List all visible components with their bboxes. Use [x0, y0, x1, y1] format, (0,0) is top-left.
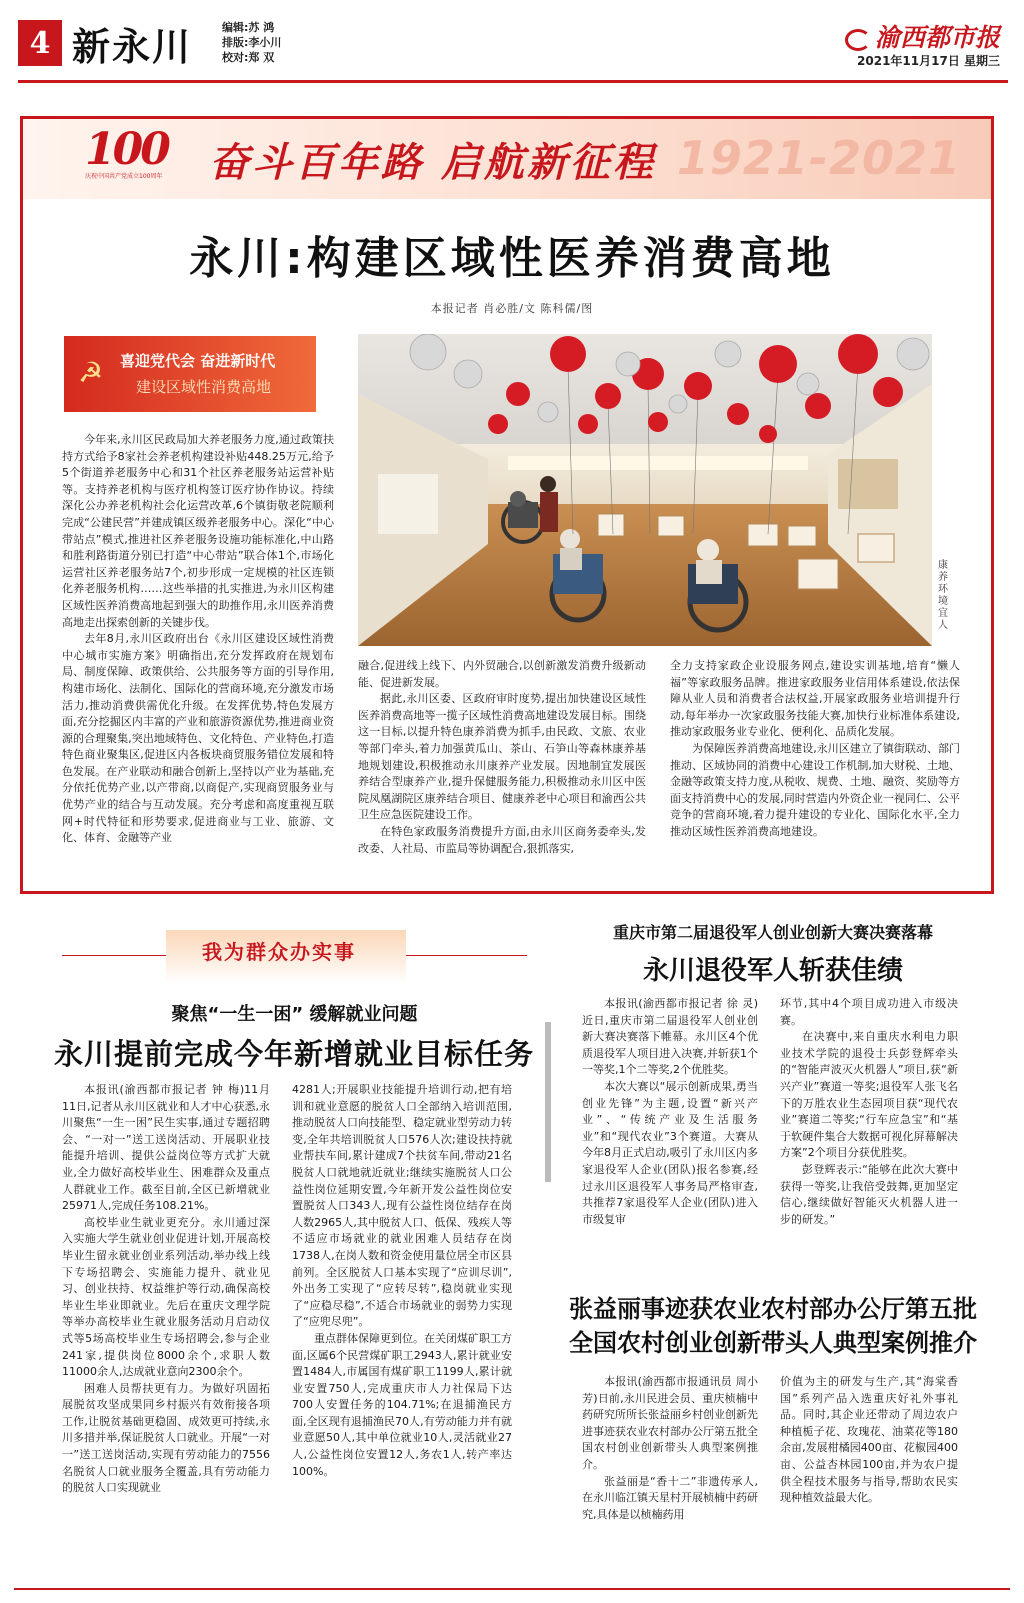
employment-col-1 [62, 1082, 270, 1497]
veterans-col-2 [780, 996, 958, 1228]
banner-years: 1921-2021 [676, 131, 961, 185]
paragraph: 今年来,永川区民政局加大养老服务力度,通过政策扶持方式给予8家社会养老机构建设补贴448.25万元,给予5个街道养老服务中心和31个社区养老服务站运营补贴等。支持养老机构与医疗机构签订医疗协作协议。持续深化公办养老机构社会化运营改革,6个镇街敬老院顺利完成“公建民营”并建成镇区级养老服务中心。深化“中心带站点”模式,推进社区养老服务设施功能标准化,中山路和胜利路街道分别已打造“中心带站”联合体1个,市场化运营社区养老服务站7个,初步形成一定规模的社区连锁化养老服务机构……这些举措的扎实推进,为永川区构建区域性医养消费高地起到强大的助推作用,永川医养消费高地走出探索创新的关键步伐。 [62, 433, 334, 629]
main-headline: 永川:构建区域性医养消费高地 [189, 233, 835, 284]
bottom-rule [14, 1588, 1010, 1590]
layout-credit: 排版:李小川 [222, 36, 282, 49]
column-tag: 我为群众办实事 [202, 940, 356, 964]
paragraph: 本次大赛以“展示创新成果,勇当创业先锋”为主题,设置“新兴产业”、“传统产业及生活服务业”和“现代农业”3个赛道。大赛从今年8月正式启动,吸引了永川区内多家退役军人企业(团队)报名参赛,经过永川区退役军人事务局严格审查,共推荐7家退役军人企业(团队)进入市级复审 [582, 1079, 758, 1226]
paragraph: 据此,永川区委、区政府审时度势,提出加快建设区域性医养消费高地等一揽子区域性消费高地建设发展目标。围绕这一目标,以提升特色康养消费为抓手,由民政、文旅、农业等部门牵头,着力加强黄瓜山、茶山、石笋山等森林康养基地规划建设,积极推动永川康养产业发展。因地制宜发展医养结合型康养产业,提升保健服务能力,积极推动永川区中医院凤凰湖院区康养结合项目、健康养老中心项目和渝西公共卫生应急医院建设工作。 [358, 692, 646, 822]
column-tag-banner [166, 930, 406, 984]
paragraph: 在决赛中,来自重庆水利电力职业技术学院的退役士兵彭登辉牵头的“智能声波灭火机器人”项目,获“新兴产业”赛道一等奖;退役军人张飞名下的万胜农业生态园项目获“现代农业”赛道二等奖;“行车应急宝”和“基于软硬件集合大数据可视化屏幕解决方案”2个项目分获优胜奖。 [780, 1030, 958, 1160]
logo-swirl-icon [845, 29, 871, 51]
page-number: 4 [18, 20, 62, 66]
paragraph: 在特色家政服务消费提升方面,由永川区商务委牵头,发改委、人社局、市监局等协调配合,狠抓落实, [358, 824, 646, 855]
editor-credit: 编辑:苏 鸿 [222, 21, 275, 34]
main-article-col-2 [358, 658, 646, 857]
section-name: 新永川 [72, 24, 193, 69]
top-rule [18, 80, 1008, 83]
paragraph: 困难人员帮扶更有力。为做好巩固拓展脱贫攻坚成果同乡村振兴有效衔接各项工作,让脱贫基础更稳固、成效更可持续,永川多措并举,保证脱贫人口就业。开展“一对一”送工送岗活动,实现有劳动能力的7556名脱贫人口就业服务全覆盖,具有劳动能力的脱贫人口实现就业 [62, 1381, 270, 1495]
zhang-col-1 [582, 1374, 758, 1523]
employment-col-2 [292, 1082, 512, 1480]
veterans-kicker: 重庆市第二届退役军人创业创新大赛决赛落幕 [612, 923, 933, 942]
masthead [18, 14, 1008, 74]
paper-logo [845, 18, 1000, 54]
photo-illustration [358, 334, 932, 646]
main-byline: 本报记者 肖必胜/文 陈科儒/图 [430, 302, 594, 315]
centenary-banner [23, 119, 991, 199]
paragraph: 为保障医养消费高地建设,永川区建立了镇街联动、部门推动、区域协同的消费中心建设工作机制,加大财税、土地、金融等政策支持力度,从税收、规费、土地、融资、奖励等方面支持消费中心的发展,同时营造内外资企业一视同仁、公平竞争的营商环境,着力提升建设的专业化、国际化水平,全力推动区域性医养消费高地建设。 [670, 741, 960, 838]
centenary-number: 100 [85, 124, 168, 175]
veterans-col-1 [582, 996, 758, 1228]
paragraph: 融合,促进线上线下、内外贸融合,以创新激发消费升级新动能、促进新发展。 [358, 659, 646, 689]
paragraph: 环节,其中4个项目成功进入市级决赛。 [780, 997, 958, 1027]
main-article-col-1 [62, 432, 334, 847]
centenary-subtitle: 庆祝中国共产党成立100周年 [85, 173, 163, 180]
zhang-headline-line-1: 张益丽事迹获农业农村部办公厅第五批 [569, 1295, 977, 1323]
theme-line-1: 喜迎党代会 奋进新时代 [120, 352, 276, 370]
paragraph: 本报讯(渝西都市报记者 徐 灵)近日,重庆市第二届退役军人创业创新大赛决赛落下帷幕。永川区4个优质退役军人项目进入决赛,并斩获1个一等奖,1个二等奖,2个优胜奖。 [582, 997, 758, 1077]
theme-line-2: 建设区域性消费高地 [136, 378, 272, 396]
centenary-logo [85, 124, 185, 180]
proof-credit: 校对:郑 双 [222, 51, 275, 64]
zhang-headline-line-2: 全国农村创业创新带头人典型案例推介 [569, 1329, 977, 1357]
theme-box [64, 336, 316, 412]
paragraph: 全力支持家政企业设服务网点,建设实训基地,培育“懒人福”等家政服务品牌。推进家政服务业信用体系建设,依法保障从业人员和消费者合法权益,开展家政服务业培训提升行动,每年举办一次家政服务技能大赛,加快行业标准体系建设,推动家政服务业专业化、便利化、品质化发展。 [670, 659, 960, 739]
paragraph: 本报讯(渝西都市报通讯员 周小芳)日前,永川民进会员、重庆桢楠中药研究所所长张益丽乡村创业创新先进事迹获农业农村部办公厅第五批全国农村创业创新带头人典型案例推介。 [582, 1375, 758, 1471]
paragraph: 高校毕业生就业更充分。永川通过深入实施大学生就业创业促进计划,开展高校毕业生留永就业创业系列活动,举办线上线下专场招聘会、实施能力提升、就业见习、创业扶持、权益维护等行动,确保高校毕业生毕业即就业。先后在重庆文理学院等举办高校毕业生就业服务活动月启动仪式等5场高校毕业生专场招聘会,参与企业241家,提供岗位8000余个,求职人数11000余人,达成就业意向2300余个。 [62, 1215, 270, 1379]
paper-name: 渝西都市报 [874, 23, 1000, 52]
main-article-col-3 [670, 658, 960, 841]
paragraph: 价值为主的研发与生产,其“海棠香国”系列产品入选重庆好礼外事礼品。同时,其企业还带动了周边农户种植栀子花、玫瑰花、油菜花等180余亩,发展柑橘园400亩、花椒园400亩、公益杏林园100亩,并为农户提供全程技术服务与指导,帮助农民实现种植效益最大化。 [780, 1375, 958, 1505]
publication-date: 2021年11月17日 星期三 [857, 54, 1000, 68]
paragraph: 4281人;开展职业技能提升培训行动,把有培训和就业意愿的脱贫人口全部纳入培训范围,推动脱贫人口向技能型、稳定就业型劳动力转变,全年共培训脱贫人口576人次;建设扶持就业帮扶车间,累计建成7个扶贫车间,带动21名脱贫人口就地就近就业;继续实施脱贫人口公益性岗位延期安置,今年新开发公益性岗位安置脱贫人口343人,现有公益性岗位结存在岗人数2965人,其中脱贫人口、低保、残疾人等不适应市场就业的就业困难人员结存在岗1738人,在岗人数和资金使用量位居全市区县前列。全区脱贫人口基本实现了“应训尽训”,外出务工实现了“应转尽转”,稳岗就业实现了“应稳尽稳”,不适合市场就业的弱势力实现了“应兜尽兜”。 [292, 1083, 512, 1329]
paragraph: 去年8月,永川区政府出台《永川区建设区域性消费中心城市实施方案》明确指出,充分发挥政府在规划布局、制度保障、政策供给、公共服务等方面的引导作用,构建市场化、法制化、国际化的营商环境,充分激发市场活力,推动消费供需优化升级。在发挥优势,特色发展方面,充分挖掘区内丰富的产业和旅游资源优势,推进商业资源的合理聚集,突出地域特色、文化特色、产业特色,打造特色商业聚集区,促进区内各板块商贸服务错位发展和特色发展。在产业联动和融合创新上,坚持以产业为基础,充分依托优势产业,以产带商,以商促产,实现商贸服务业与优势产业的结合与互动发展。充分考虑和高度重视互联网+时代特征和形势要求,促进商业与工业、旅游、文化、体育、金融等产业 [62, 632, 334, 845]
veterans-headline: 永川退役军人斩获佳绩 [642, 956, 903, 986]
paragraph: 本报讯(渝西都市报记者 钟 梅)11月11日,记者从永川区就业和人才中心获悉,永川聚焦“一生一困”民生实事,通过专题招聘会、“一对一”送工送岗活动、开展职业技能提升培训、提供公益岗位等方式扩大就业,全力做好高校毕业生、困难群众及重点人群就业工作。截至目前,全区已新增就业25971人,完成任务108.21%。 [62, 1083, 270, 1213]
employment-kicker: 聚焦“一生一困” 缓解就业问题 [171, 1004, 418, 1025]
employment-headline: 永川提前完成今年新增就业目标任务 [53, 1037, 534, 1071]
zhang-col-2 [780, 1374, 958, 1507]
paragraph: 彭登辉表示:“能够在此次大赛中获得一等奖,让我倍受鼓舞,更加坚定信心,继续做好智能灭火机器人进一步的研发。” [780, 1162, 958, 1226]
column-separator [545, 1022, 551, 1182]
party-emblem-icon: ☭ [78, 356, 104, 389]
banner-slogan: 奋斗百年路 启航新征程 [209, 140, 656, 186]
zhang-headline [568, 1292, 978, 1360]
paragraph: 张益丽是“香十二”非遗传承人,在永川临江镇天星村开展桢楠中药研究,具体是以桢楠药用 [582, 1474, 758, 1521]
nursing-home-photo [358, 334, 932, 646]
paragraph: 重点群体保障更到位。在关闭煤矿职工方面,区属6个民营煤矿职工2943人,累计就业安置1484人,市属国有煤矿职工1199人,累计就业安置750人,完成重庆市人力社保局下达700人安置任务的104.71%;在退捕渔民方面,全区现有退捕渔民70人,有劳动能力并有就业意愿50人,其中单位就业10人,灵活就业27人,公益性岗位安置12人,务农1人,转产率达100%。 [292, 1331, 512, 1478]
editor-credits [222, 20, 281, 65]
photo-caption: 康养环境宜人 [938, 560, 948, 631]
